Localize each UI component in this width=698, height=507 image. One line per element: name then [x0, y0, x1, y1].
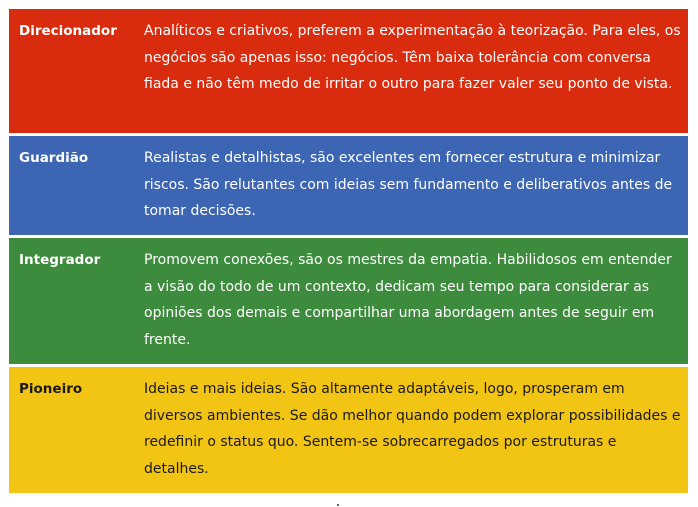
profile-table	[9, 9, 688, 493]
row-label: Pioneiro	[19, 381, 83, 397]
row-description: Analíticos e criativos, preferem a experimentação à teorização. Para eles, os negócios são apenas isso: negócios. Têm baixa tolerância com conversa fiada e não têm medo de irritar o outro para fazer valer seu ponto de vista.	[144, 23, 681, 92]
decorative-dot	[337, 504, 339, 506]
table-row-direcionador	[9, 9, 688, 133]
row-description: Realistas e detalhistas, são excelentes em fornecer estrutura e minimizar riscos. São relutantes com ideias sem fundamento e deliberativos antes de tomar decisões.	[144, 150, 673, 219]
table-row-guardiao	[9, 136, 688, 235]
row-label: Direcionador	[19, 23, 117, 39]
table-row-integrador	[9, 238, 688, 364]
row-label: Integrador	[19, 252, 101, 268]
row-description: Ideias e mais ideias. São altamente adaptáveis, logo, prosperam em diversos ambientes. Se dão melhor quando podem explorar possibilidades e redefinir o status quo. Sentem-se sobrecarregados por estruturas e detalhes.	[144, 381, 681, 477]
table-row-pioneiro	[9, 367, 688, 493]
row-description: Promovem conexões, são os mestres da empatia. Habilidosos em entender a visão do todo de um contexto, dedicam seu tempo para considerar as opiniões dos demais e compartilhar uma abordagem antes de seguir em frente.	[144, 252, 672, 348]
row-label: Guardião	[19, 150, 89, 166]
